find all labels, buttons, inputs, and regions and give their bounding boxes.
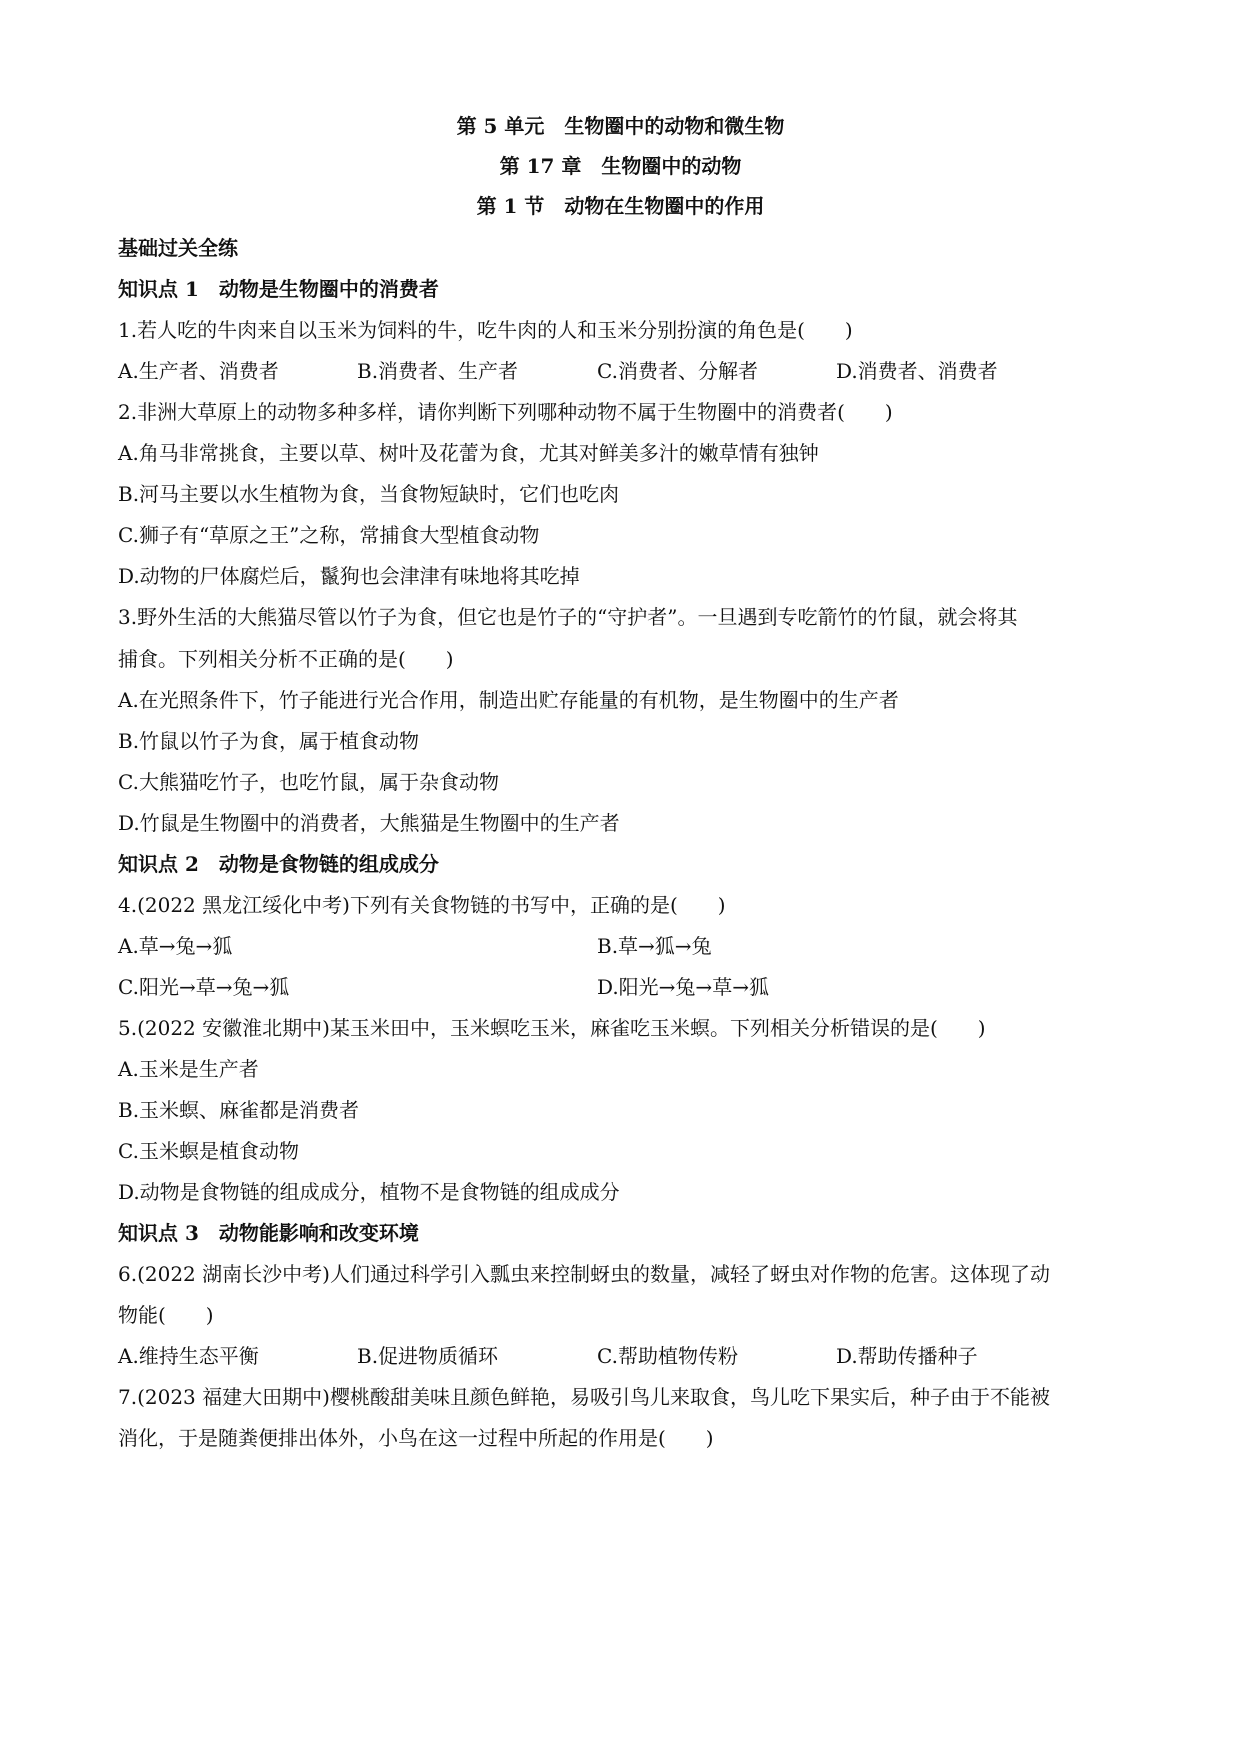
question-6-option-c: C.帮助植物传粉 [597,1344,738,1368]
part-title: 基础过关全练 [118,236,238,260]
question-1-option-c: C.消费者、分解者 [597,359,758,383]
question-5-option-b: B.玉米螟、麻雀都是消费者 [118,1098,360,1122]
question-3-option-c: C.大熊猫吃竹子，也吃竹鼠，属于杂食动物 [118,770,499,794]
question-3-option-b: B.竹鼠以竹子为食，属于植食动物 [118,729,420,753]
chapter-heading: 第 17 章 生物圈中的动物 [499,154,742,178]
question-2-option-c: C.狮子有“草原之王”之称，常捕食大型植食动物 [118,523,540,547]
question-4-option-c: C.阳光→草→兔→狐 [118,975,290,999]
question-7-stem-line1: 7.(2023 福建大田期中)樱桃酸甜美味且颜色鲜艳，易吸引鸟儿来取食，鸟儿吃下果实后，种子由于不能被 [118,1385,1050,1409]
question-5-option-d: D.动物是食物链的组成成分，植物不是食物链的组成成分 [118,1180,620,1204]
question-2-option-b: B.河马主要以水生植物为食，当食物短缺时，它们也吃肉 [118,482,620,506]
question-1-option-b: B.消费者、生产者 [357,359,519,383]
question-4-option-a: A.草→兔→狐 [118,934,233,958]
question-6-option-b: B.促进物质循环 [357,1344,499,1368]
question-3-option-a: A.在光照条件下，竹子能进行光合作用，制造出贮存能量的有机物，是生物圈中的生产者 [118,688,899,712]
knowledge-point-2: 知识点 2 动物是食物链的组成成分 [118,852,439,876]
question-5-option-c: C.玉米螟是植食动物 [118,1139,299,1163]
question-6-option-a: A.维持生态平衡 [118,1344,259,1368]
question-4-option-d: D.阳光→兔→草→狐 [597,975,769,999]
knowledge-point-1: 知识点 1 动物是生物圈中的消费者 [118,277,439,301]
question-5-option-a: A.玉米是生产者 [118,1057,259,1081]
question-3-option-d: D.竹鼠是生物圈中的消费者，大熊猫是生物圈中的生产者 [118,811,620,835]
question-4-option-b: B.草→狐→兔 [597,934,712,958]
question-3-stem-line2: 捕食。下列相关分析不正确的是( ) [118,647,454,671]
question-5-stem: 5.(2022 安徽淮北期中)某玉米田中，玉米螟吃玉米，麻雀吃玉米螟。下列相关分析错误的是( ) [118,1016,986,1040]
question-6-stem-line2: 物能( ) [118,1303,214,1327]
question-1-option-d: D.消费者、消费者 [836,359,998,383]
section-heading: 第 1 节 动物在生物圈中的作用 [476,194,765,218]
question-1-stem: 1.若人吃的牛肉来自以玉米为饲料的牛，吃牛肉的人和玉米分别扮演的角色是( ) [118,318,853,342]
question-6-stem-line1: 6.(2022 湖南长沙中考)人们通过科学引入瓢虫来控制蚜虫的数量，减轻了蚜虫对作物的危害。这体现了动 [118,1262,1050,1286]
question-4-stem: 4.(2022 黑龙江绥化中考)下列有关食物链的书写中，正确的是( ) [118,893,726,917]
question-6-option-d: D.帮助传播种子 [836,1344,978,1368]
question-2-stem: 2.非洲大草原上的动物多种多样，请你判断下列哪种动物不属于生物圈中的消费者( ) [118,400,893,424]
question-7-stem-line2: 消化，于是随粪便排出体外，小鸟在这一过程中所起的作用是( ) [118,1426,714,1450]
question-2-option-a: A.角马非常挑食，主要以草、树叶及花蕾为食，尤其对鲜美多汁的嫩草情有独钟 [118,441,819,465]
question-3-stem-line1: 3.野外生活的大熊猫尽管以竹子为食，但它也是竹子的“守护者”。一旦遇到专吃箭竹的竹鼠，就会将其 [118,605,1018,629]
knowledge-point-3: 知识点 3 动物能影响和改变环境 [118,1221,419,1245]
question-2-option-d: D.动物的尸体腐烂后，鬣狗也会津津有味地将其吃掉 [118,564,580,588]
question-1-option-a: A.生产者、消费者 [118,359,279,383]
unit-heading: 第 5 单元 生物圈中的动物和微生物 [456,114,785,138]
